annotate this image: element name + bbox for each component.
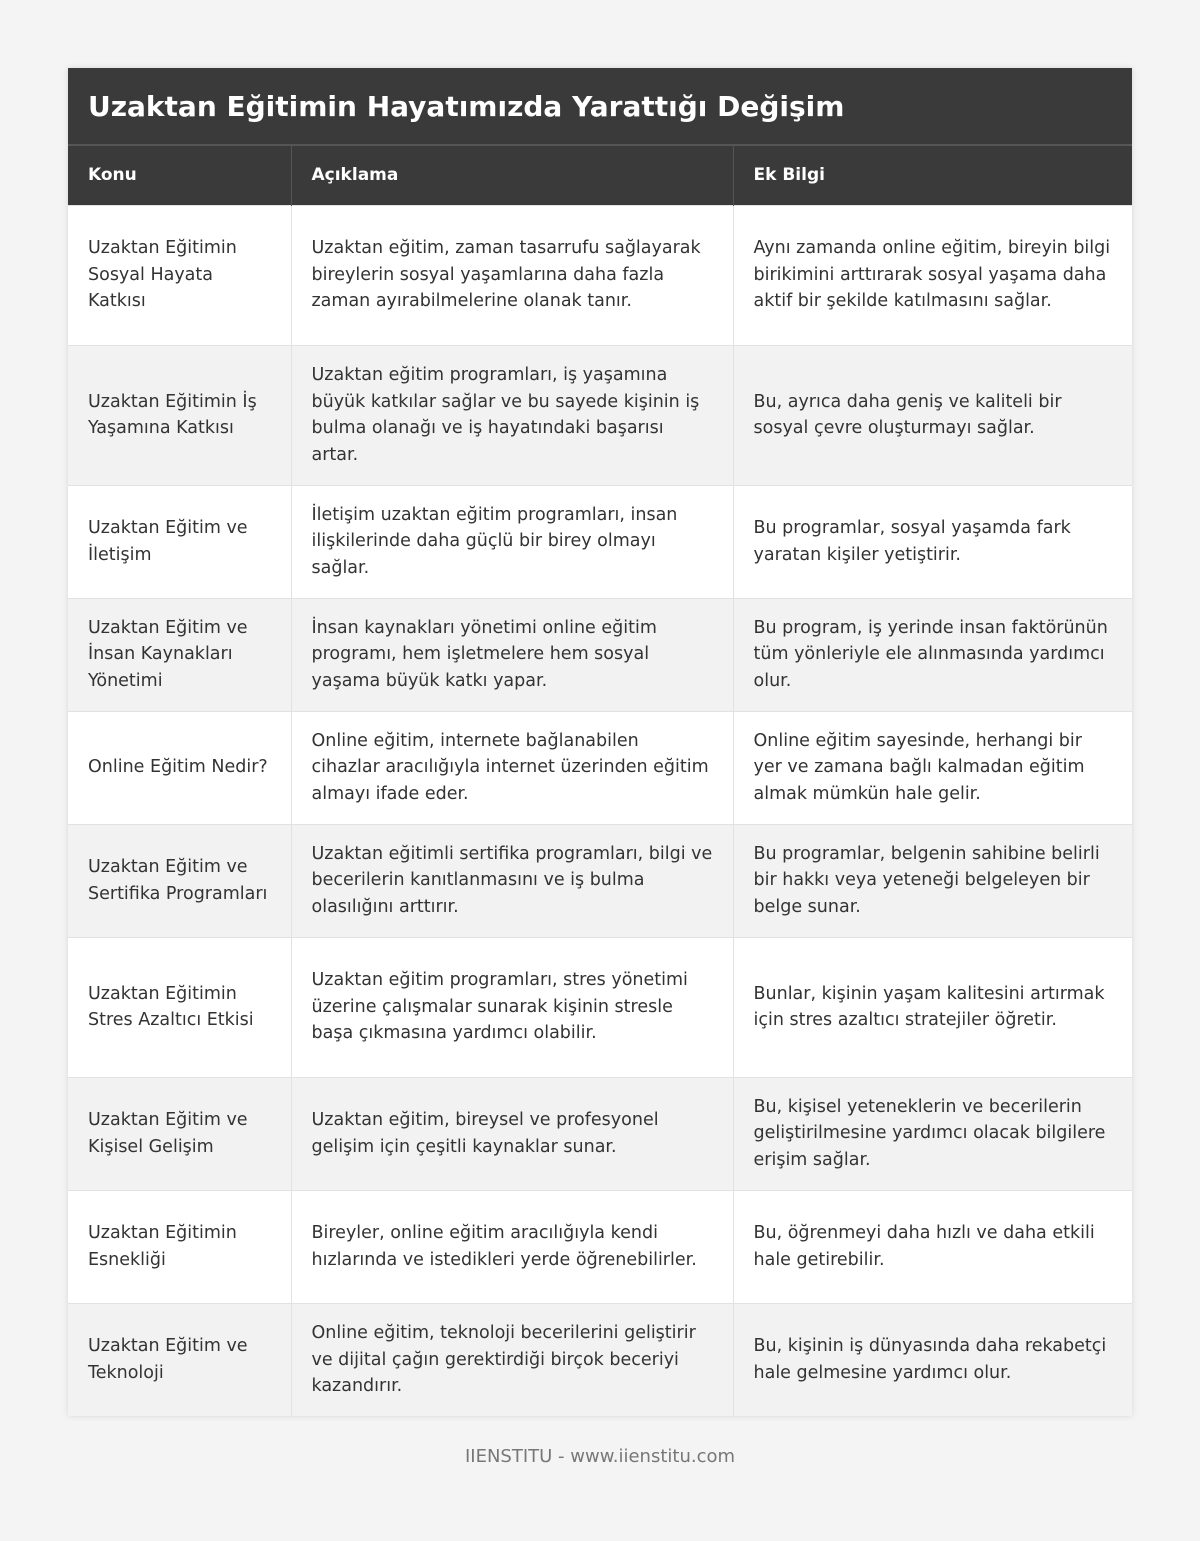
cell-konu: Uzaktan Eğitimin Esnekliği (68, 1190, 291, 1303)
cell-ek-bilgi: Bu programlar, sosyal yaşamda fark yaratan kişiler yetiştirir. (733, 485, 1132, 598)
cell-ek-bilgi: Bu, öğrenmeyi daha hızlı ve daha etkili hale getirebilir. (733, 1190, 1132, 1303)
table-header (68, 145, 1132, 205)
cell-ek-bilgi: Bu, ayrıca daha geniş ve kaliteli bir sosyal çevre oluşturmayı sağlar. (733, 345, 1132, 485)
table-row (68, 1077, 1132, 1190)
cell-aciklama: Online eğitim, teknoloji becerilerini geliştirir ve dijital çağın gerektirdiği birçok beceriyi kazandırır. (291, 1303, 733, 1416)
cell-ek-bilgi: Online eğitim sayesinde, herhangi bir yer ve zamana bağlı kalmadan eğitim almak mümkün hale gelir. (733, 711, 1132, 824)
table-row (68, 205, 1132, 345)
cell-aciklama: Uzaktan eğitim, bireysel ve profesyonel gelişim için çeşitli kaynaklar sunar. (291, 1077, 733, 1190)
table-row (68, 824, 1132, 937)
table-row (68, 598, 1132, 711)
info-table (68, 144, 1132, 1416)
cell-konu: Uzaktan Eğitim ve Kişisel Gelişim (68, 1077, 291, 1190)
cell-ek-bilgi: Bu, kişisel yeteneklerin ve becerilerin geliştirilmesine yardımcı olacak bilgilere erişim sağlar. (733, 1077, 1132, 1190)
cell-konu: Uzaktan Eğitimin Sosyal Hayata Katkısı (68, 205, 291, 345)
cell-aciklama: Uzaktan eğitimli sertifika programları, bilgi ve becerilerin kanıtlanmasını ve iş bulma olasılığını arttırır. (291, 824, 733, 937)
table-body (68, 205, 1132, 1416)
column-header-konu: Konu (68, 145, 291, 205)
cell-aciklama: İnsan kaynakları yönetimi online eğitim programı, hem işletmelere hem sosyal yaşama büyük katkı yapar. (291, 598, 733, 711)
cell-aciklama: İletişim uzaktan eğitim programları, insan ilişkilerinde daha güçlü bir birey olmayı sağlar. (291, 485, 733, 598)
cell-konu: Uzaktan Eğitim ve İletişim (68, 485, 291, 598)
cell-konu: Uzaktan Eğitimin Stres Azaltıcı Etkisi (68, 937, 291, 1077)
cell-konu: Uzaktan Eğitim ve Sertifika Programları (68, 824, 291, 937)
table-row (68, 1190, 1132, 1303)
table-row (68, 345, 1132, 485)
cell-konu: Uzaktan Eğitimin İş Yaşamına Katkısı (68, 345, 291, 485)
page-title: Uzaktan Eğitimin Hayatımızda Yarattığı Değişim (88, 89, 845, 123)
cell-konu: Uzaktan Eğitim ve Teknoloji (68, 1303, 291, 1416)
table-row (68, 711, 1132, 824)
cell-ek-bilgi: Bu, kişinin iş dünyasında daha rekabetçi hale gelmesine yardımcı olur. (733, 1303, 1132, 1416)
title-bar (68, 68, 1132, 144)
cell-konu: Uzaktan Eğitim ve İnsan Kaynakları Yönetimi (68, 598, 291, 711)
cell-konu: Online Eğitim Nedir? (68, 711, 291, 824)
content-card (68, 68, 1132, 1416)
footer-credit: IIENSTITU - www.iienstitu.com (464, 1446, 736, 1467)
column-header-aciklama: Açıklama (291, 145, 733, 205)
cell-ek-bilgi: Bu program, iş yerinde insan faktörünün tüm yönleriyle ele alınmasında yardımcı olur. (733, 598, 1132, 711)
header-row (68, 145, 1132, 205)
cell-ek-bilgi: Bu programlar, belgenin sahibine belirli bir hakkı veya yeteneği belgeleyen bir belge sunar. (733, 824, 1132, 937)
table-row (68, 1303, 1132, 1416)
column-header-ek-bilgi: Ek Bilgi (733, 145, 1132, 205)
cell-ek-bilgi: Aynı zamanda online eğitim, bireyin bilgi birikimini arttırarak sosyal yaşama daha aktif bir şekilde katılmasını sağlar. (733, 205, 1132, 345)
cell-aciklama: Online eğitim, internete bağlanabilen cihazlar aracılığıyla internet üzerinden eğitim almayı ifade eder. (291, 711, 733, 824)
cell-ek-bilgi: Bunlar, kişinin yaşam kalitesini artırmak için stres azaltıcı stratejiler öğretir. (733, 937, 1132, 1077)
cell-aciklama: Bireyler, online eğitim aracılığıyla kendi hızlarında ve istedikleri yerde öğrenebilirler. (291, 1190, 733, 1303)
table-row (68, 485, 1132, 598)
cell-aciklama: Uzaktan eğitim, zaman tasarrufu sağlayarak bireylerin sosyal yaşamlarına daha fazla zaman ayırabilmelerine olanak tanır. (291, 205, 733, 345)
table-row (68, 937, 1132, 1077)
cell-aciklama: Uzaktan eğitim programları, stres yönetimi üzerine çalışmalar sunarak kişinin stresle başa çıkmasına yardımcı olabilir. (291, 937, 733, 1077)
cell-aciklama: Uzaktan eğitim programları, iş yaşamına büyük katkılar sağlar ve bu sayede kişinin iş bulma olanağı ve iş hayatındaki başarısı artar. (291, 345, 733, 485)
